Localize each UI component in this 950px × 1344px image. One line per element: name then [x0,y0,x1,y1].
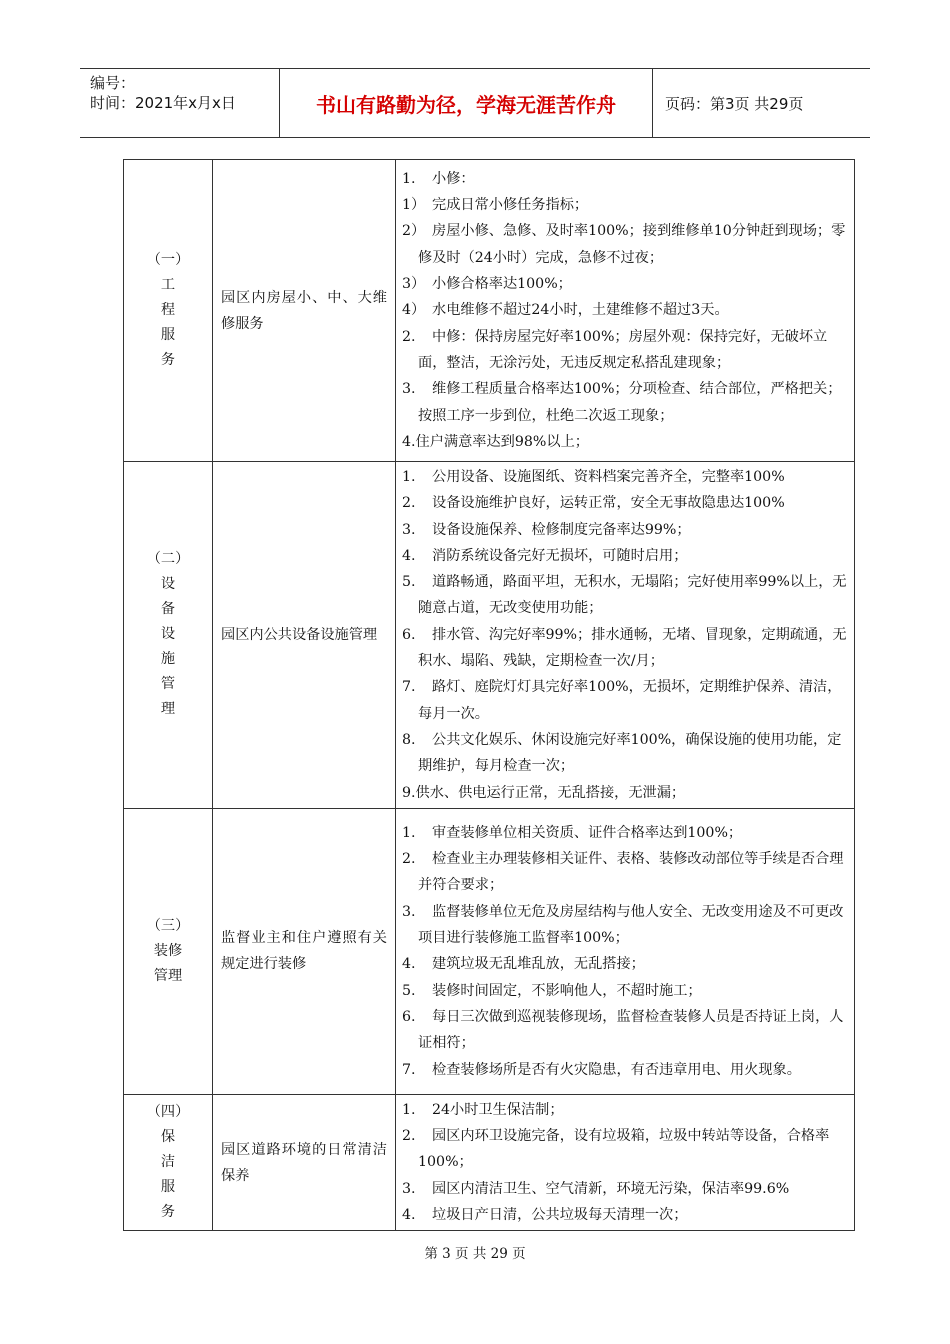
item-number: 3） [402,276,426,293]
page-number-label: 页码：第3页 共29页 [665,94,804,113]
item-text: 房屋小修、急修、及时率100%；接到维修单10分钟赶到现场；零修及时（24小时）完成，急修不过夜； [418,223,846,266]
category-text: 工 [160,277,176,293]
standard-item [402,1097,848,1123]
header-motto: 书山有路勤为径，学海无涯苦作舟 [280,69,653,137]
standard-item [402,429,848,455]
category-text: 务 [160,352,176,368]
item-text: 垃圾日产日清，公共垃圾每天清理一次； [432,1207,688,1224]
category-text: 服 [160,327,176,343]
item-number: 5. [402,574,416,591]
category-cell [124,160,213,462]
category-text: 理 [160,701,176,718]
item-number: 2） [402,223,426,240]
item-number: 1. [402,469,416,485]
item-text: 审查装修单位相关资质、证件合格率达到100%； [432,824,743,841]
standard-item [402,543,848,569]
category-text: 管 [160,676,176,693]
item-number: 4. [402,1207,416,1224]
table-row [124,462,855,809]
category-text: 服 [160,1179,176,1196]
item-text: 道路畅通，路面平坦，无积水，无塌陷；完好使用率99%以上，无随意占道，无改变使用功能； [418,574,847,617]
page-footer: 第 3 页 共 29 页 [424,1246,526,1262]
item-text: 排水管、沟完好率99%；排水通畅，无堵、冒现象，定期疏通，无积水、塌陷、残缺，定期检查一次/月； [418,626,847,670]
standard-item [402,490,848,516]
standard-item [402,951,848,977]
standard-item [402,376,848,429]
service-cell: 园区道路环境的日常清洁保养 [213,1094,396,1230]
standard-item [402,1123,848,1176]
item-number: 6. [402,626,416,643]
category-text: 程 [160,302,176,318]
standard-item [402,674,848,727]
item-text: 园区内环卫设施完备，设有垃圾箱，垃圾中转站等设备，合格率100%； [418,1128,830,1171]
standard-item [402,780,848,806]
item-number: 7. [402,679,416,696]
category-text: 洁 [160,1154,176,1171]
standard-item [402,727,848,780]
item-text: 检查装修场所是否有火灾隐患，有否违章用电、用火现象。 [432,1061,801,1078]
category-cell [124,462,213,809]
standard-item [402,978,848,1004]
category-text: 设 [160,626,176,643]
standard-item [402,569,848,622]
item-number: 3. [402,381,416,398]
item-number: 3. [402,521,416,538]
item-number: 2. [402,328,416,345]
item-text: 完成日常小修任务指标； [432,197,589,214]
item-text: 公用设备、设施图纸、资料档案完善齐全，完整率100% [432,469,785,485]
item-text: 设备设施维护良好，运转正常，安全无事故隐患达100% [432,495,785,512]
standard-item [402,297,848,323]
standards-cell [396,160,855,462]
item-number: 1. [402,1101,416,1118]
standard-item [402,192,848,218]
item-number: 1. [402,824,416,841]
item-text: 检查业主办理装修相关证件、表格、装修改动部位等手续是否合理并符合要求； [418,851,844,894]
item-text: 水电维修不超过24小时，土建维修不超过3天。 [432,302,729,319]
service-cell: 园区内公共设备设施管理 [213,462,396,809]
item-text: 公共文化娱乐、休闲设施完好率100%，确保设施的使用功能，定期维护，每月检查一次； [418,731,842,775]
item-text: 4.住户满意率达到98%以上； [402,433,589,450]
item-number: 1） [402,197,426,214]
standard-item [402,1057,848,1083]
category-text: 务 [160,1204,176,1221]
item-number: 2. [402,495,416,512]
item-text: 设备设施保养、检修制度完备率达99%； [432,521,691,538]
item-number: 6. [402,1008,416,1025]
standard-item [402,218,848,271]
item-text: 监督装修单位无危及房屋结构与他人安全、无改变用途及不可更改项目进行装修施工监督率100%； [418,903,844,947]
item-text: 中修：保持房屋完好率100%；房屋外观：保持完好，无破坏立面，整洁，无涂污处，无违反规定私搭乱建现象； [418,328,828,371]
item-number: 8. [402,731,416,748]
standard-item [402,464,848,490]
service-standards-table [123,159,855,1231]
category-text: 保 [160,1129,176,1146]
item-number: 3. [402,903,416,920]
standard-item [402,846,848,899]
category-text: （二） [146,551,190,568]
item-text: 每日三次做到巡视装修现场，监督检查装修人员是否持证上岗，人证相符； [418,1008,844,1052]
category-text: （一） [146,252,190,268]
service-cell: 园区内房屋小、中、大维修服务 [213,160,396,462]
category-text: （四） [146,1104,190,1121]
standard-item [402,517,848,543]
standard-item [402,271,848,297]
page-header [80,68,870,138]
standard-item [402,899,848,952]
standard-item [402,1004,848,1057]
item-number: 7. [402,1061,416,1078]
category-text: 施 [160,651,176,668]
item-text: 9.供水、供电运行正常，无乱搭接，无泄漏； [402,784,686,801]
standard-item [402,1176,848,1202]
table-row [124,808,855,1094]
standard-item [402,1202,848,1228]
item-number: 5. [402,982,416,999]
item-number: 3. [402,1180,416,1197]
item-text: 园区内清洁卫生、空气清新，环境无污染，保洁率99.6% [432,1180,790,1197]
category-text: 备 [160,601,176,618]
category-text: 设 [160,576,176,593]
item-text: 路灯、庭院灯灯具完好率100%，无损坏，定期维护保养、清洁，每月一次。 [418,679,842,722]
standard-item [402,820,848,846]
standards-cell [396,1094,855,1230]
item-text: 小修： [432,170,475,187]
item-text: 小修合格率达100%； [432,276,572,293]
standard-item [402,324,848,377]
category-cell [124,1094,213,1230]
item-number: 4. [402,547,416,564]
item-text: 维修工程质量合格率达100%；分项检查、结合部位，严格把关；按照工序一步到位，杜绝二次返工现象； [418,381,842,424]
table-row [124,160,855,462]
item-number: 2. [402,851,416,868]
category-text: （三） [146,917,190,934]
table-row [124,1094,855,1230]
item-text: 24小时卫生保洁制； [432,1101,564,1118]
category-cell [124,808,213,1094]
standard-item [402,622,848,675]
category-text: 管理 [153,967,183,984]
item-number: 4. [402,956,416,973]
item-number: 2. [402,1128,416,1145]
item-text: 建筑垃圾无乱堆乱放，无乱搭接； [432,956,645,973]
number-label: 编号： [90,74,136,92]
item-number: 4） [402,302,426,319]
standards-cell [396,462,855,809]
service-cell: 监督业主和住户遵照有关规定进行装修 [213,808,396,1094]
item-text: 消防系统设备完好无损坏，可随时启用； [432,547,688,564]
standard-item [402,166,848,192]
header-meta [80,69,280,137]
item-number: 1. [402,170,416,187]
time-label: 时间：2021年x月x日 [90,94,236,112]
standards-cell [396,808,855,1094]
item-text: 装修时间固定，不影响他人，不超时施工； [432,982,702,999]
category-text: 装修 [153,942,183,959]
